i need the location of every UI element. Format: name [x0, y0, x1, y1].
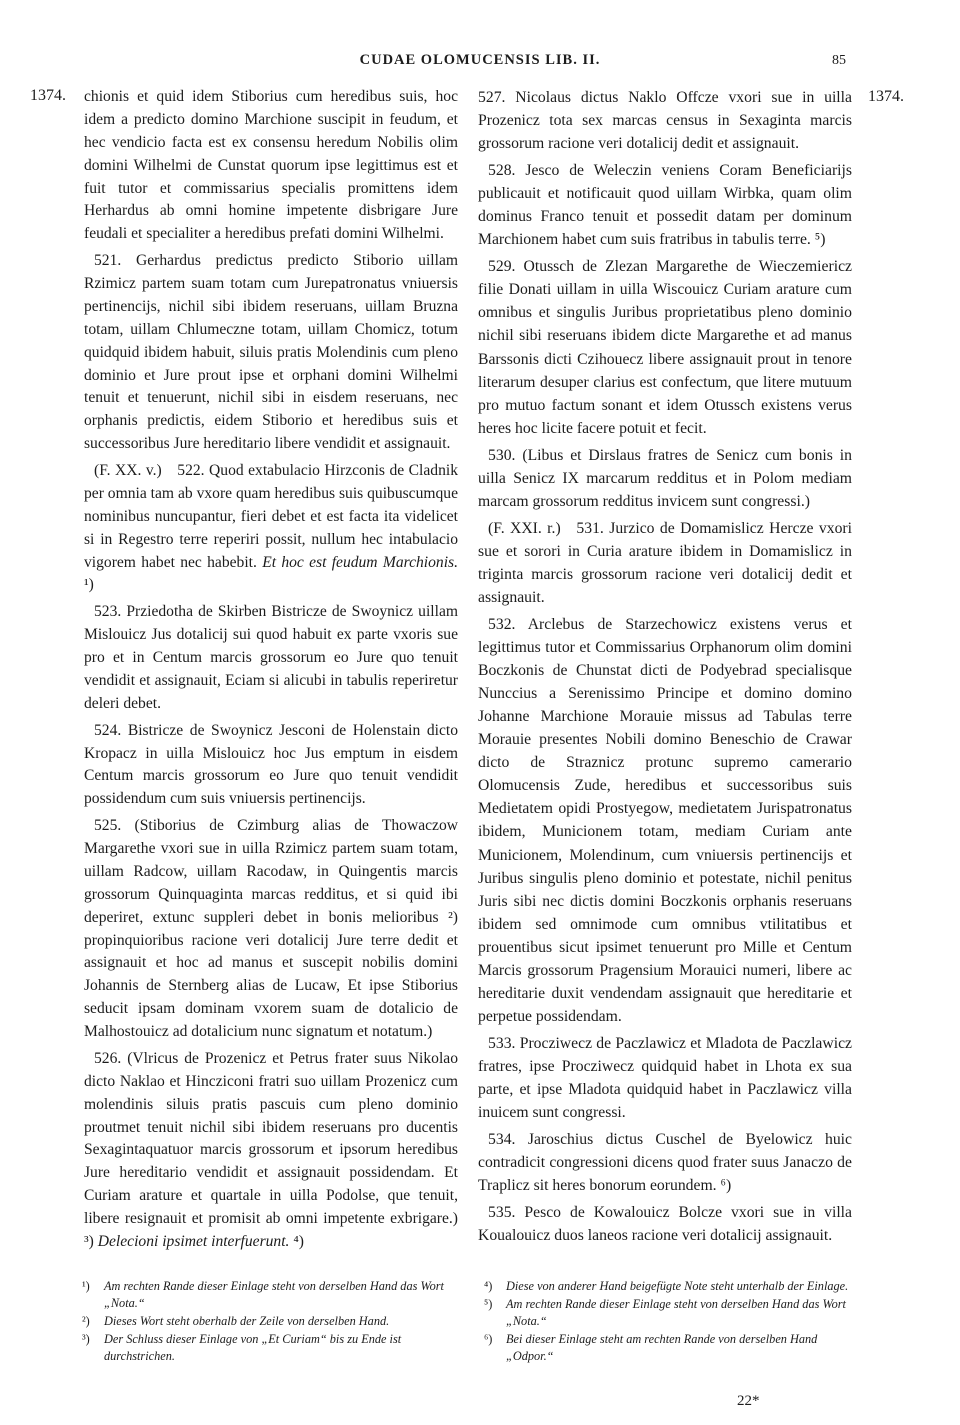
footnotes-left [82, 1278, 462, 1366]
footnote [82, 1313, 462, 1330]
entry-number: 534. [488, 1131, 516, 1149]
entry-number: 526. [94, 1049, 122, 1067]
signature-mark: 22* [737, 1393, 760, 1409]
entry-number: 529. [488, 258, 516, 276]
entry-number: 533. [488, 1034, 516, 1052]
footnotes-right [484, 1278, 860, 1366]
entry-paragraph [84, 460, 458, 597]
entry-paragraph [84, 815, 458, 1044]
entry-paragraph [478, 1128, 852, 1197]
entry-paragraph [84, 1048, 458, 1254]
entry-number: 521. [94, 252, 122, 270]
footnote [82, 1278, 462, 1312]
entry-number: 528. [488, 162, 516, 180]
entry-text: (Vlricus de Prozenicz et Petrus frater suus Nikolao dicto Naklao et Hincziconi fratri suo uillam Prozenicz cum molendinis siluis pratis pascuis cum pleno dominio proutmet tenuit nichil sibi ibidem reseruans pro ducentis Sexagintaquatuor marcis grossorum et ipsorum heredibus Jure hereditario vendidit et assignauit possidendam. Et Curiam arature et quartale in uilla Podolse, que tenuit, libere resignauit et promisit ab omni impetente exbrigare.) ³) [84, 1049, 458, 1250]
entry-paragraph [478, 517, 852, 609]
entry-number: 532. [488, 616, 516, 634]
entry-text: Otussch de Zlezan Margarethe de Wieczemiericz filie Donati uillam in uilla Wiscouicz Curiam arature cum omnibus et singulis Juribus proprietatibus pleno dominio nichil sibi reseruans ibidem dicte Margarethe et ad manus Barssonis dicti Czihouecz libere assignauit prout in tenore literarum desuper clarius est confectum, que litere mutuum pro mutuo factum sonant et idem Otussch existens verus heres hoc licite facere potuit et fecit. [478, 258, 852, 437]
folio-reference: (F. XXI. r.) [488, 519, 561, 537]
entry-number: 522. [177, 462, 205, 479]
entry-number: 523. [94, 603, 122, 621]
margin-year-right: 1374. [868, 88, 904, 105]
entry-paragraph [478, 1201, 852, 1247]
footnote-text: Bei dieser Einlage steht am rechten Rande von derselben Hand „Odpor.“ [506, 1332, 818, 1363]
entry-text: (Libus et Dirslaus fratres de Senicz cum bonis in uilla Senicz IX marcarum redditus et in Polom mediam marcam grossorum redditus invicem sunt congressi.) [478, 446, 852, 510]
right-text-column [478, 86, 852, 1251]
entry-text: Prziedotha de Skirben Bistricze de Swoynicz uillam Mislouicz Jus dotalicij sui quod habuit ex parte vxoris sue pro et in Centum marcis grossorum eo Jure quo tenuit vendidit et assignauit, Eciam si alicubi in tabulis reperiretur deleri debet. [84, 603, 458, 712]
italic-note: Delecioni ipsimet interfuerunt. [97, 1232, 290, 1250]
entry-number: 525. [94, 817, 122, 835]
footnote-mark: ⁶) [484, 1332, 493, 1346]
running-head [0, 52, 960, 72]
folio-reference: (F. XX. v.) [94, 462, 162, 479]
left-text-column [84, 86, 458, 1258]
footnote-text: Diese von anderer Hand beigefügte Note steht unterhalb der Einlage. [506, 1279, 849, 1293]
footnote-mark: ²) [82, 1314, 90, 1328]
entry-text: (Stiborius de Czimburg alias de Thowaczow Margarethe vxori sue in uilla Rzimicz partem suam totam, uillam Radcow, uillam Racodaw, in Quingentis marcis grossorum Quinquaginta marcas redditus, et si quid ibi deperiret, extunc suppleri debet in bonis melioribus ²) propinquioribus racione veri dotalicij Jure terre dedit et assignauit et hoc ad manus et suscepit nobilis domini Johannis de Sternberg alias de Lucaw, Et ipse Stiborius seducit ipsam dominam vxorem suam de dotalicio de Malhostouicz ad dotalicium nunc signatum et notatum.) [84, 817, 458, 1040]
entry-text: Pesco de Kowalouicz Bolcze vxori sue in villa Koualouicz duos laneos racione veri dotalicij assignauit. [478, 1204, 852, 1245]
footnote-mark: ³) [82, 1332, 90, 1346]
footnote [484, 1331, 860, 1365]
footnote-text: Der Schluss dieser Einlage von „Et Curiam“ bis zu Ende ist durchstrichen. [104, 1332, 402, 1363]
footnote-mark: ⁵) [484, 1297, 493, 1311]
entry-paragraph [84, 250, 458, 456]
entry-paragraph [478, 159, 852, 251]
entry-text: Arclebus de Starzechowicz existens verus et legittimus tutor et Commissarius Orphanorum olim domini Boczkonis de Chunstat dicti de Podyebrad specialisque Nunccius a Serenissimo Principe et domino domino Johanne Marchione Morauie missus ad Tabulas terre Morauie presentes Nobili domino Beneschio de Crawar dicto de Straznicz protunc supremo camerario Olomucensis Zude, heredibus et successoribus suis Medietatem opidi Prostyegow, medietatem Jurispatronatus ibidem, Municionem totam, mediam Curiam ante Municionem, Molendinum, cum vniuersis pertinencijs et Juribus singulis pleno dominio et potestate, nichil penitus Juris sibi nec dictis domini Boczkonis orphanis reseruans ibidem sed omnimode cum omnibus vtilitatibus et prouentibus sicut ipsimet tenuerunt pro Mille et Centum Marcis grossorum Pragensium Morauici numeri, libere ac hereditarie duxit vendendam assignauit que hereditarie et perpetue possidendam. [478, 616, 852, 1025]
entry-text: Quod extabulacio Hirzconis de Cladnik per omnia tam ab vxore quam heredibus suis quibuscumque nominibus nuncupantur, fieri debet et est facta ita videlicet si in Regestro terre reperiri possit, nullum hec intabulacio vigorem habet nec habebit. [84, 462, 458, 571]
entry-number: 535. [488, 1204, 516, 1222]
entry-number: 524. [94, 721, 122, 739]
footnote [82, 1331, 462, 1365]
italic-note: Et hoc est feudum Marchionis. [262, 553, 458, 571]
entry-paragraph [84, 86, 458, 246]
entry-paragraph [478, 255, 852, 439]
footnote-mark: ⁴) [484, 1279, 493, 1293]
footnote [484, 1296, 860, 1330]
footnote-reference: ⁴) [289, 1232, 304, 1250]
footnote-reference: ¹) [84, 576, 94, 594]
entry-number: 527. [478, 89, 506, 106]
footnote-text: Am rechten Rande dieser Einlage steht von derselben Hand das Wort „Nota.“ [506, 1297, 846, 1328]
entry-text: Bistricze de Swoynicz Jesconi de Holenstain dicto Kropacz in uilla Mislouicz hoc Jus emptum in eisdem Centum marcis grossorum eo Jure quo tenuit vendidit possidendum cum suis vniuersis pertinencijs. [84, 721, 458, 808]
entry-paragraph [478, 613, 852, 1028]
entry-text: Jaroschius dictus Cuschel de Byelowicz huic contradicit congressioni dicens quod frater suus Janaczo de Traplicz sit heres bonorum eorundem. ⁶) [478, 1131, 852, 1195]
entry-text: chionis et quid idem Stiborius cum heredibus suis, hoc idem a predicto domino Marchione suscipit in feudum, et hec vendicio facta est ex consensu heredum Nobilis olim domini Wilhelmi de Cunstat quorum ipse legittimus est et fuit tutor et commissarius specialis promittens idem Herhardus ab omni homine impetente disbrigare Jure feudali et specialiter a heredibus prefati domini Wilhelmi. [84, 88, 458, 243]
entry-text: Procziwecz de Paczlawicz et Mladota de Paczlawicz fratres, ipse Procziwecz quidquid habet in Lhota ex sua parte, et ipse Mladota quidquid habet in Paczlawicz villa inuicem sunt congressi. [478, 1034, 852, 1122]
entry-paragraph [478, 1032, 852, 1124]
entry-paragraph [478, 86, 852, 155]
entry-text: Nicolaus dictus Naklo Offcze vxori sue in uilla Prozenicz tota sex marcas census in Sexaginta marcis grossorum racione veri dotalicij dedit et assignauit. [478, 89, 852, 153]
footnote-text: Dieses Wort steht oberhalb der Zeile von derselben Hand. [104, 1314, 390, 1328]
entry-paragraph [84, 720, 458, 812]
footnote [484, 1278, 860, 1295]
footnote-mark: ¹) [82, 1279, 90, 1293]
margin-year-left: 1374. [30, 87, 66, 104]
entry-text: Gerhardus predictus predicto Stiborio uillam Rzimicz partem suam totam cum Jurepatronatus vniuersis pertinencijs, nichil sibi ibidem reseruans, uillam Bruzna totam, uillam Chlumeczne totam, uillam Chomicz, totum quidquid ibidem habuit, siluis pratis Molendinis cum pleno dominio et Jure prout ipse et orphani domini Wilhelmi tenuit et tenuerunt, nichil sibi in eisdem reseruans, nec orphanis predictis, eidem Stiborio et heredibus suis et successoribus Jure hereditario libere vendidit et assignauit. [84, 252, 458, 453]
footnote-text: Am rechten Rande dieser Einlage steht von derselben Hand das Wort „Nota.“ [104, 1279, 444, 1310]
page-title: CUDAE OLOMUCENSIS LIB. II. [359, 52, 601, 68]
entry-number: 530. [488, 446, 516, 464]
entry-text: Jesco de Weleczin veniens Coram Beneficiarijs publicauit et notificauit quod uillam Wirbka, quam olim dominus Franco tenuit et possedit datam per dominum Marchionem habet cum suis fratribus in tabulis terre. ⁵) [478, 162, 852, 249]
page-number: 85 [832, 53, 846, 68]
entry-number: 531. [576, 519, 604, 537]
entry-paragraph [478, 444, 852, 513]
entry-text: Jurzico de Domamislicz Hercze vxori sue et sorori in Curia arature ibidem in Domamislicz in triginta marcis grossorum racione veri dotalicij dedit et assignauit. [478, 519, 853, 606]
entry-paragraph [84, 601, 458, 715]
